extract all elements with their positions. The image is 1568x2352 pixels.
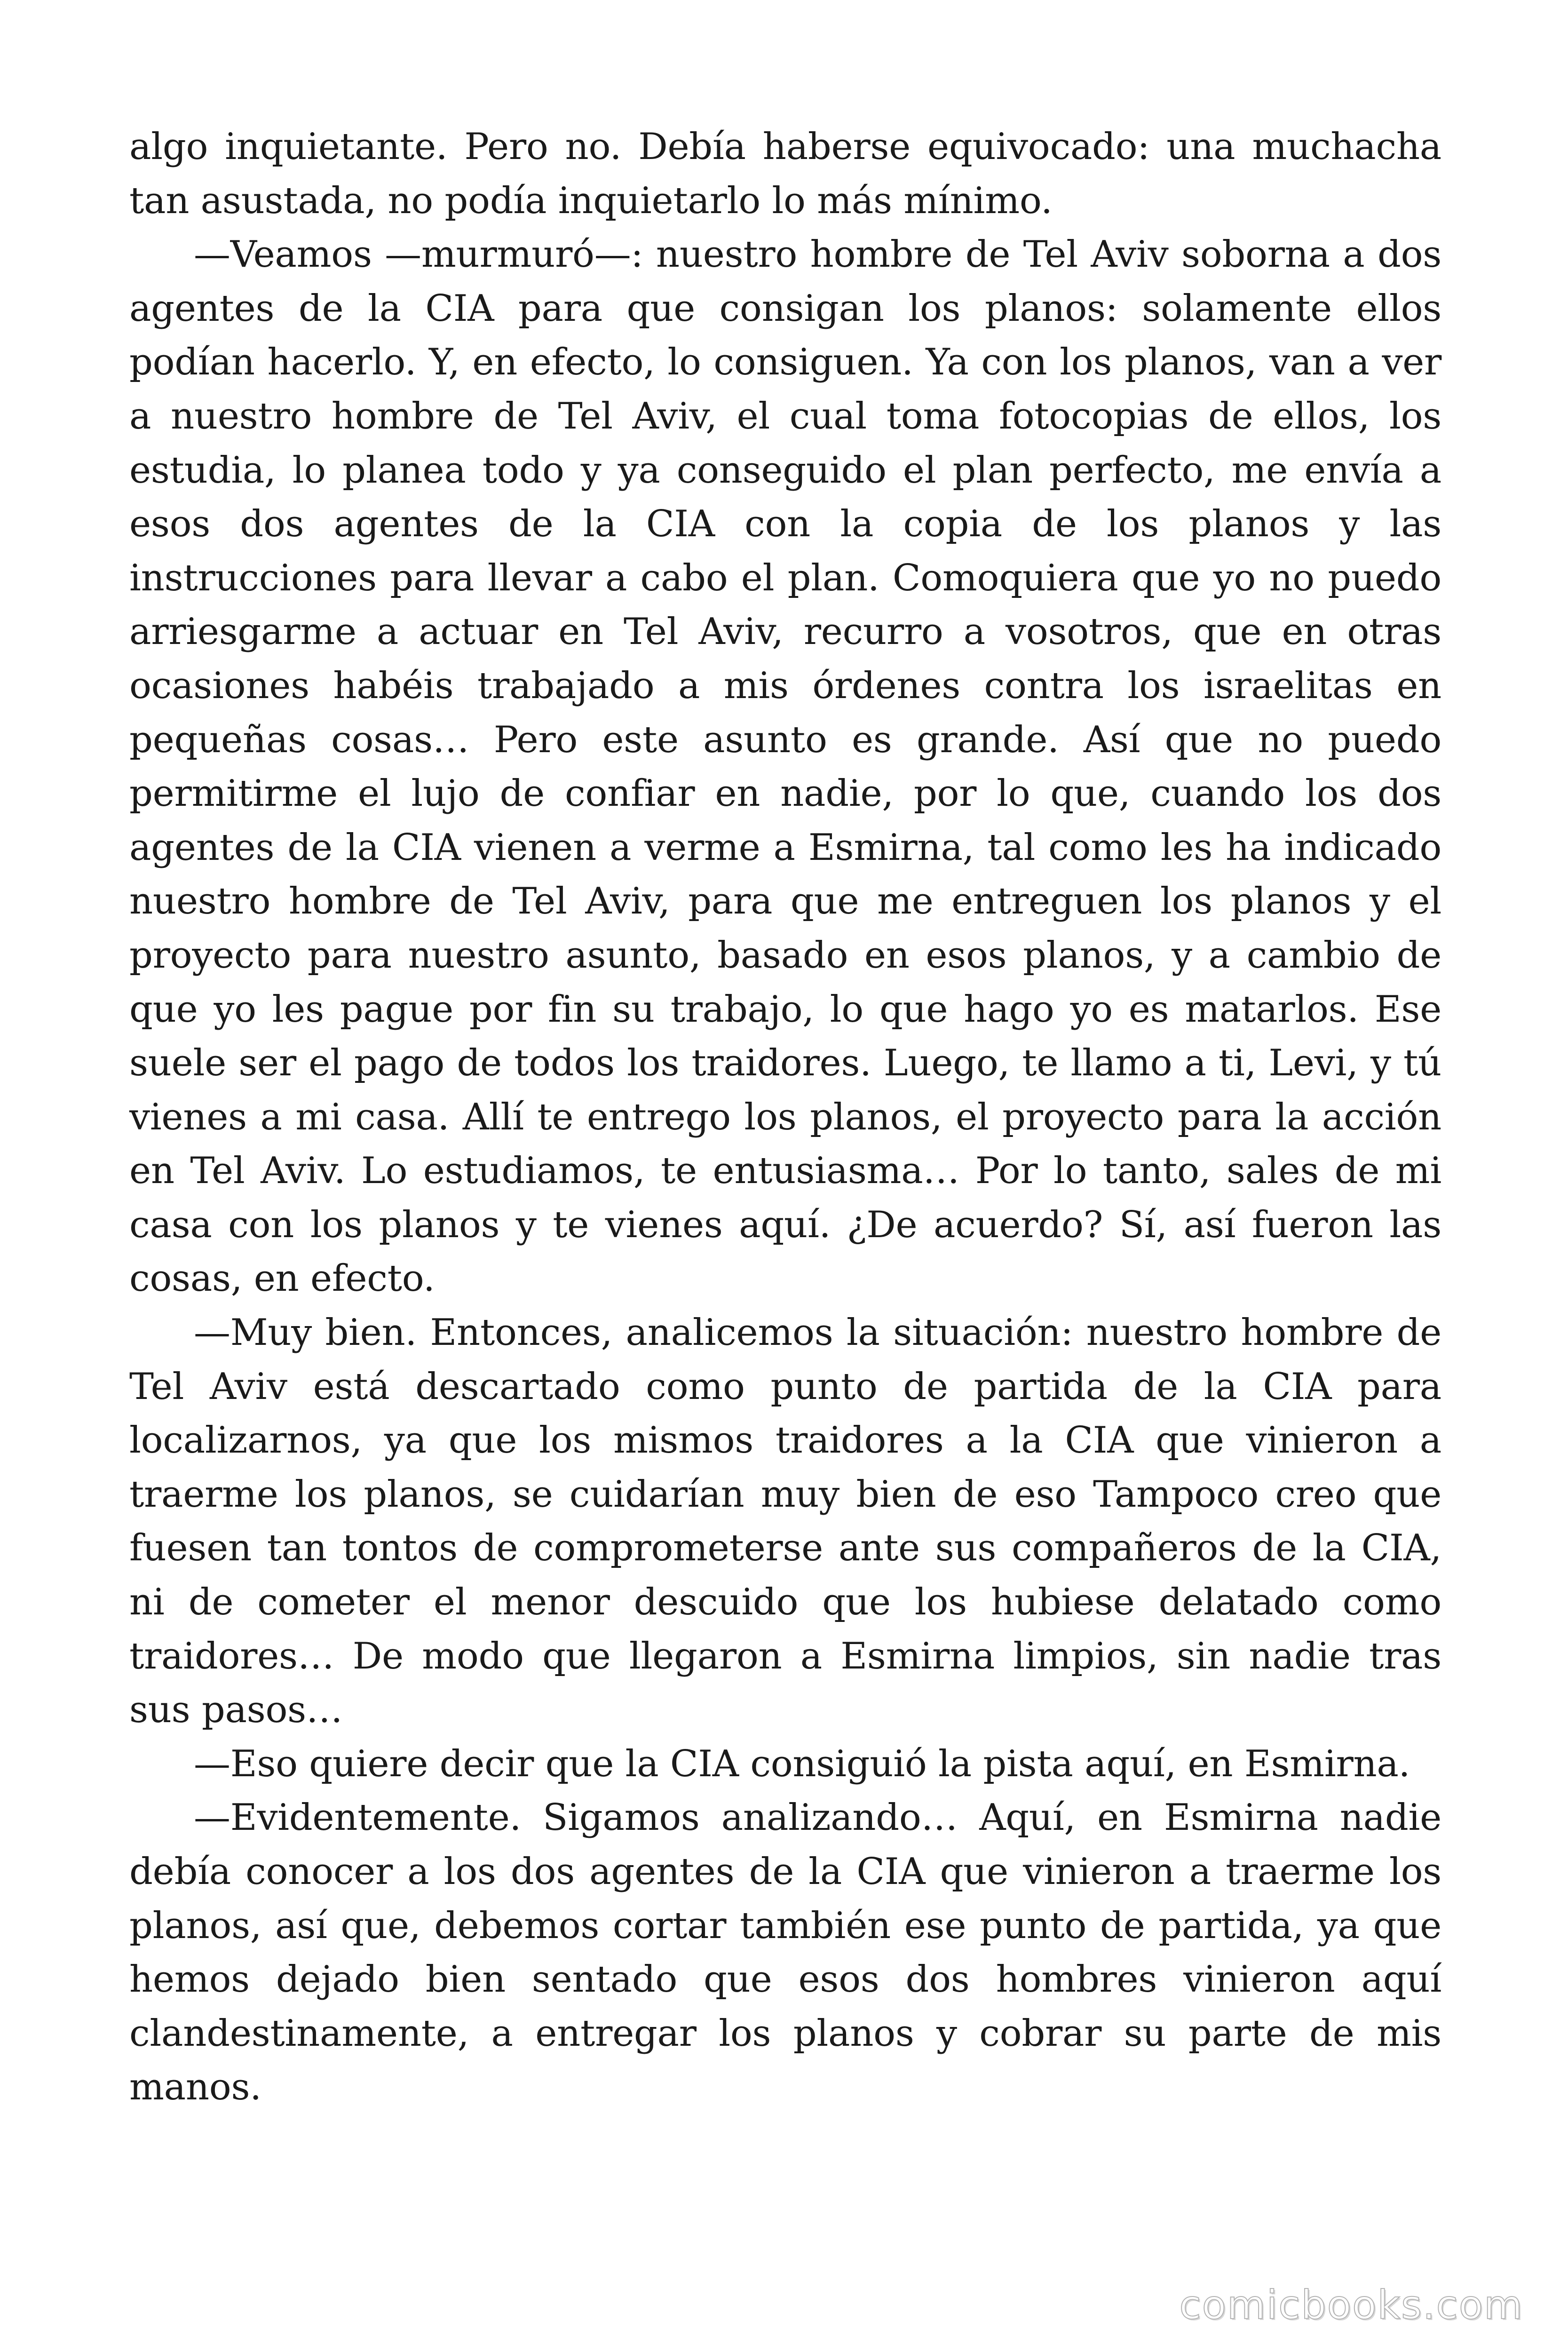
paragraph: —Muy bien. Entonces, analicemos la situación: nuestro hombre de Tel Aviv está descartado como punto de partida de la CIA para localizarnos, ya que los mismos traidores a la CIA que vinieron a traerme los planos, se cuidarían muy bien de eso Tampoco creo que fuesen tan tontos de comprometerse ante sus compañeros de la CIA, ni de cometer el menor descuido que los hubiese delatado como traidores… De modo que llegaron a Esmirna limpios, sin nadie tras sus pasos… <box>129 1311 1441 1732</box>
paragraph: —Eso quiere decir que la CIA consiguió la pista aquí, en Esmirna. <box>194 1742 1410 1785</box>
watermark: comicbooks.com <box>1179 2282 1523 2328</box>
page-text <box>129 120 1441 2114</box>
paragraph: —Evidentemente. Sigamos analizando… Aquí, en Esmirna nadie debía conocer a los dos agentes de la CIA que vinieron a traerme los planos, así que, debemos cortar también ese punto de partida, ya que hemos dejado bien sentado que esos dos hombres vinieron aquí clandestinamente, a entregar los planos y cobrar su parte de mis manos. <box>129 1796 1441 2109</box>
paragraph: —Veamos —murmuró—: nuestro hombre de Tel Aviv soborna a dos agentes de la CIA para que consigan los planos: solamente ellos podían hacerlo. Y, en efecto, lo consiguen. Ya con los planos, van a ver a nuestro hombre de Tel Aviv, el cual toma fotocopias de ellos, los estudia, lo planea todo y ya conseguido el plan perfecto, me envía a esos dos agentes de la CIA con la copia de los planos y las instrucciones para llevar a cabo el plan. Comoquiera que yo no puedo arriesgarme a actuar en Tel Aviv, recurro a vosotros, que en otras ocasiones habéis trabajado a mis órdenes contra los israelitas en pequeñas cosas… Pero este asunto es grande. Así que no puedo permitirme el lujo de confiar en nadie, por lo que, cuando los dos agentes de la CIA vienen a verme a Esmirna, tal como les ha indicado nuestro hombre de Tel Aviv, para que me entreguen los planos y el proyecto para nuestro asunto, basado en esos planos, y a cambio de que yo les pague por fin su trabajo, lo que hago yo es matarlos. Ese suele ser el pago de todos los traidores. Luego, te llamo a ti, Levi, y tú vienes a mi casa. Allí te entrego los planos, el proyecto para la acción en Tel Aviv. Lo estudiamos, te entusiasma… Por lo tanto, sales de mi casa con los planos y te vienes aquí. ¿De acuerdo? Sí, así fueron las cosas, en efecto. <box>129 233 1441 1300</box>
paragraph: algo inquietante. Pero no. Debía haberse equivocado: una muchacha tan asustada, no podía inquietarlo lo más mínimo. <box>129 126 1441 222</box>
